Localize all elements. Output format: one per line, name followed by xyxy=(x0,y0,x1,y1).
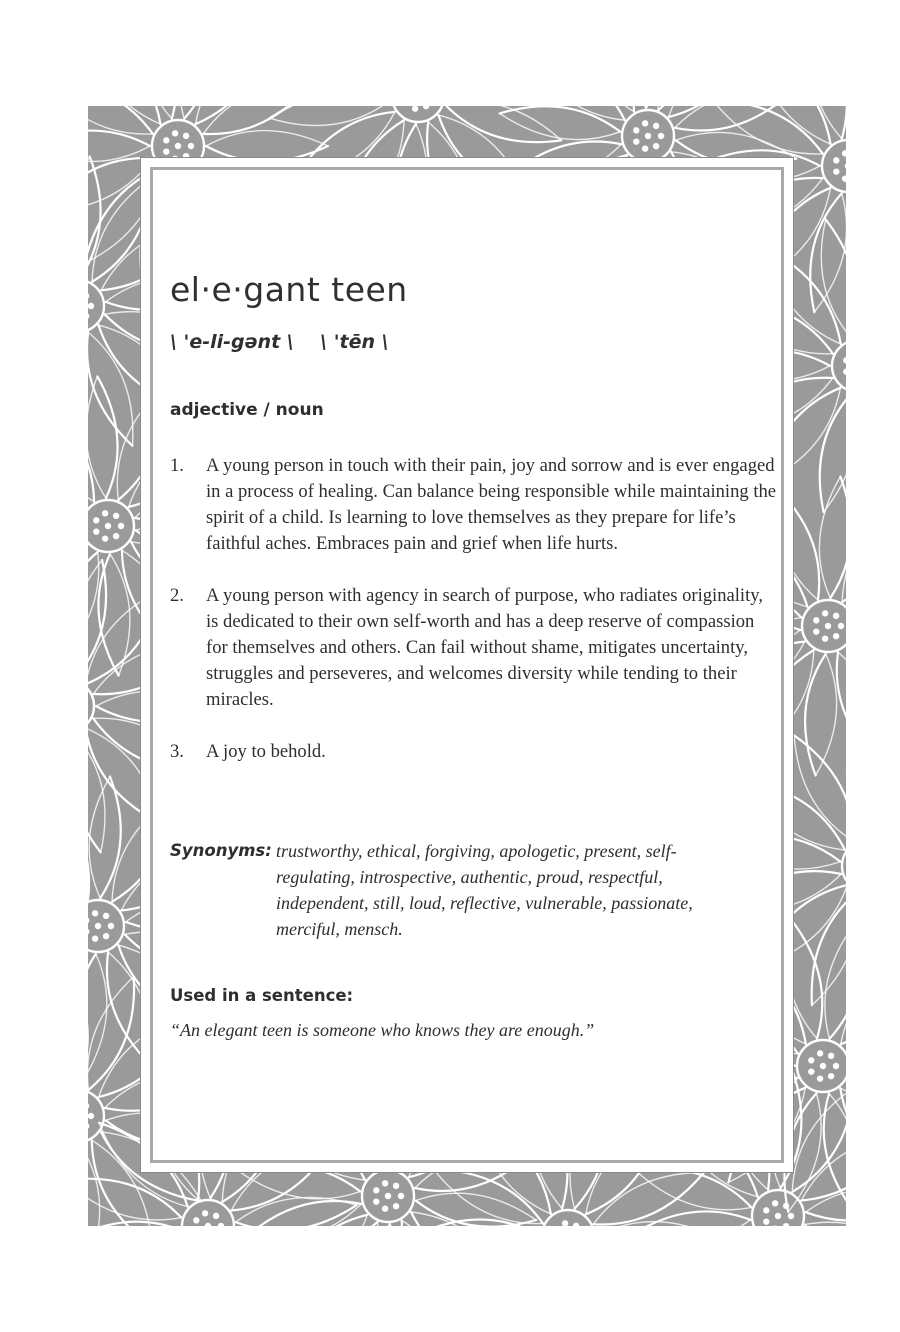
definition-number: 1. xyxy=(170,455,184,476)
definition-number: 2. xyxy=(170,585,184,606)
synonyms-text: trustworthy, ethical, forgiving, apologetic, present, self-regulating, introspective, authentic, proud, respectful, independent, still, loud, reflective, vulnerable, passionate, merciful, mensch. xyxy=(276,841,693,939)
definition-text: A joy to behold. xyxy=(206,741,326,762)
synonyms-label: Synonyms: xyxy=(170,841,272,860)
sentence-label: Used in a sentence: xyxy=(170,986,354,1005)
definition-text: A young person with agency in search of purpose, who radiates originality, is dedicated to their own self-worth and has a deep reserve of compassion for themselves and others. Can fail without shame, mitigates uncertainty, struggles and perseveres, and welcomes diversity while tending to their miracles. xyxy=(206,585,763,710)
headword: el·e·gant teen xyxy=(170,270,408,309)
example-sentence: “An elegant teen is someone who knows they are enough.” xyxy=(170,1020,595,1040)
definition-number: 3. xyxy=(170,741,184,762)
pronunciation: \ 'e-li-gənt \ \ 'tēn \ xyxy=(170,331,389,353)
definition-item xyxy=(170,739,780,765)
definitions-list xyxy=(170,453,780,791)
definition-text: A young person in touch with their pain, joy and sorrow and is ever engaged in a process of healing. Can balance being responsible while maintaining the spirit of a child. Is learning to love themselves as they prepare for life’s faithful aches. Embraces pain and grief when life hurts. xyxy=(206,455,777,554)
part-of-speech: adjective / noun xyxy=(170,400,324,420)
definition-item xyxy=(170,453,780,557)
definition-item xyxy=(170,583,780,713)
synonyms xyxy=(170,838,770,942)
